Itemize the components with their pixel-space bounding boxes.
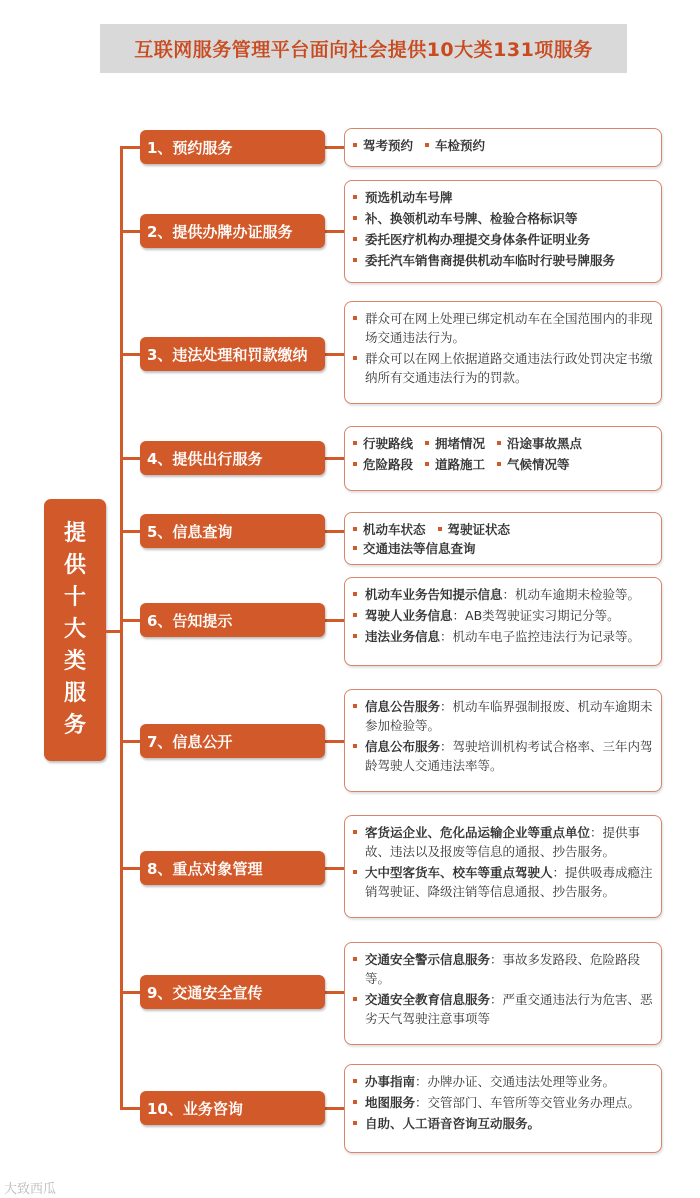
detail-item	[353, 1093, 653, 1112]
bullet-icon	[353, 143, 357, 147]
bullet-icon	[353, 237, 357, 241]
detail-item	[353, 606, 653, 625]
detail-item	[353, 188, 653, 207]
bullet-icon	[353, 613, 357, 617]
detail-text: 群众可在网上处理已绑定机动车在全国范围内的非现场交通违法行为。	[365, 311, 653, 345]
detail-text: 拥堵情况	[435, 436, 486, 451]
detail-row	[353, 520, 653, 558]
detail-row	[353, 136, 653, 155]
detail-text: ：事故多发路段、危险路段等。	[365, 952, 641, 986]
bullet-icon	[353, 704, 357, 708]
detail-item	[353, 455, 413, 474]
branch-connector	[120, 230, 142, 233]
branch-connector	[120, 740, 142, 743]
detail-item	[353, 990, 653, 1028]
detail-connector	[325, 530, 345, 533]
detail-text: 预选机动车号牌	[365, 190, 453, 205]
detail-head: 办事指南	[365, 1074, 416, 1089]
detail-text: ：机动车逾期未检验等。	[502, 587, 641, 602]
detail-text: ：提供吸毒成瘾注销驾驶证、降级注销等信息通报、抄告服务。	[365, 865, 653, 899]
bullet-icon	[497, 462, 501, 466]
detail-text: ：严重交通违法行为危害、恶劣天气驾驶注意事项等	[365, 992, 653, 1026]
detail-item	[353, 585, 653, 604]
branch-connector	[120, 867, 142, 870]
detail-head: 信息公布服务	[365, 739, 441, 754]
branch-connector	[120, 530, 142, 533]
detail-item	[353, 349, 653, 387]
detail-connector	[325, 353, 345, 356]
detail-item	[353, 737, 653, 775]
bullet-icon	[353, 546, 357, 550]
detail-item	[353, 697, 653, 735]
detail-text: 委托医疗机构办理提交身体条件证明业务	[365, 232, 591, 247]
root-char: 供	[63, 553, 86, 578]
detail-head: 机动车业务告知提示信息	[365, 587, 503, 602]
root-char: 服	[63, 681, 86, 706]
detail-box	[344, 942, 662, 1045]
bullet-icon	[353, 744, 357, 748]
category-box: 2、提供办牌办证服务	[140, 214, 325, 248]
detail-text: ：机动车电子监控违法行为记录等。	[440, 629, 641, 644]
bullet-icon	[425, 441, 429, 445]
detail-item	[353, 520, 426, 539]
detail-item	[353, 539, 476, 558]
detail-item	[353, 251, 653, 270]
category-box: 3、违法处理和罚款缴纳	[140, 337, 325, 371]
category-box: 10、业务咨询	[140, 1091, 325, 1125]
trunk-line	[120, 147, 123, 1108]
detail-text: ：交管部门、车管所等交管业务办理点。	[415, 1095, 641, 1110]
detail-item	[353, 230, 653, 249]
detail-connector	[325, 1107, 345, 1110]
detail-connector	[325, 230, 345, 233]
detail-text: ：办牌办证、交通违法处理等业务。	[415, 1074, 616, 1089]
detail-item	[497, 434, 582, 453]
detail-box	[344, 512, 662, 565]
bullet-icon	[353, 1100, 357, 1104]
root-char: 大	[63, 617, 86, 642]
detail-box	[344, 128, 662, 167]
bullet-icon	[438, 527, 442, 531]
detail-head: 大中型客货车、校车等重点驾驶人	[365, 865, 553, 880]
branch-connector	[120, 991, 142, 994]
detail-head: 交通安全警示信息服务	[365, 952, 491, 967]
detail-text: 沿途事故黑点	[507, 436, 583, 451]
detail-item	[353, 434, 413, 453]
detail-text: ：驾驶培训机构考试合格率、三年内驾龄驾驶人交通违法率等。	[365, 739, 653, 773]
detail-item	[425, 136, 485, 155]
page-title: 互联网服务管理平台面向社会提供10大类131项服务	[100, 24, 627, 73]
detail-row	[353, 434, 653, 453]
detail-connector	[325, 619, 345, 622]
detail-item	[353, 863, 653, 901]
detail-item	[438, 520, 511, 539]
detail-head: 驾驶人业务信息	[365, 608, 453, 623]
bullet-icon	[353, 356, 357, 360]
detail-text: ：提供事故、违法以及报废等信息的通报、抄告服务。	[365, 825, 641, 859]
category-box: 9、交通安全宣传	[140, 975, 325, 1009]
detail-text: 委托汽车销售商提供机动车临时行驶号牌服务	[365, 253, 616, 268]
bullet-icon	[425, 143, 429, 147]
detail-row	[353, 455, 653, 474]
root-connector	[106, 630, 120, 633]
category-box: 8、重点对象管理	[140, 851, 325, 885]
detail-item	[353, 309, 653, 347]
detail-box	[344, 426, 662, 491]
bullet-icon	[353, 462, 357, 466]
detail-head: 自助、人工语音咨询互动服务。	[365, 1116, 541, 1131]
root-char: 提	[63, 521, 86, 546]
bullet-icon	[353, 870, 357, 874]
detail-text: 气候情况等	[507, 457, 570, 472]
bullet-icon	[353, 830, 357, 834]
bullet-icon	[353, 258, 357, 262]
detail-head: 交通安全教育信息服务	[365, 992, 491, 1007]
detail-text: 群众可以在网上依据道路交通违法行政处罚决定书缴纳所有交通违法行为的罚款。	[365, 351, 653, 385]
detail-box	[344, 815, 662, 918]
detail-box	[344, 689, 662, 792]
bullet-icon	[353, 316, 357, 320]
watermark: 大致西瓜	[4, 1182, 57, 1197]
detail-box	[344, 577, 662, 666]
detail-connector	[325, 146, 345, 149]
detail-text: ：AB类驾驶证实习期记分等。	[452, 608, 620, 623]
detail-connector	[325, 991, 345, 994]
detail-connector	[325, 740, 345, 743]
category-box: 6、告知提示	[140, 603, 325, 637]
detail-item	[353, 1072, 653, 1091]
bullet-icon	[353, 216, 357, 220]
detail-text: 机动车状态	[363, 522, 426, 537]
bullet-icon	[353, 592, 357, 596]
bullet-icon	[353, 997, 357, 1001]
detail-box	[344, 180, 662, 283]
root-char: 十	[63, 585, 86, 610]
branch-connector	[120, 619, 142, 622]
detail-head: 信息公告服务	[365, 699, 441, 714]
detail-text: 行驶路线	[363, 436, 414, 451]
detail-item	[353, 209, 653, 228]
bullet-icon	[425, 462, 429, 466]
root-char: 务	[63, 713, 86, 738]
detail-text: 驾驶证状态	[447, 522, 511, 537]
detail-text: 道路施工	[435, 457, 486, 472]
detail-item	[425, 434, 485, 453]
detail-item	[425, 455, 485, 474]
category-box: 5、信息查询	[140, 514, 325, 548]
detail-box	[344, 301, 662, 404]
root-node	[44, 499, 106, 761]
detail-item	[353, 1114, 653, 1133]
branch-connector	[120, 1107, 142, 1110]
detail-text: ：机动车临界强制报废、机动车逾期未参加检验等。	[365, 699, 653, 733]
bullet-icon	[353, 634, 357, 638]
category-box: 1、预约服务	[140, 130, 325, 164]
detail-item	[497, 455, 570, 474]
detail-item	[353, 136, 413, 155]
detail-item	[353, 950, 653, 988]
bullet-icon	[353, 527, 357, 531]
branch-connector	[120, 353, 142, 356]
detail-connector	[325, 867, 345, 870]
bullet-icon	[353, 957, 357, 961]
branch-connector	[120, 146, 142, 149]
detail-connector	[325, 457, 345, 460]
bullet-icon	[353, 1079, 357, 1083]
bullet-icon	[497, 441, 501, 445]
category-box: 4、提供出行服务	[140, 441, 325, 475]
detail-head: 客货运企业、危化品运输企业等重点单位	[365, 825, 591, 840]
detail-text: 补、换领机动车号牌、检验合格标识等	[365, 211, 578, 226]
detail-text: 危险路段	[363, 457, 414, 472]
detail-head: 违法业务信息	[365, 629, 441, 644]
branch-connector	[120, 457, 142, 460]
detail-text: 交通违法等信息查询	[363, 541, 476, 556]
detail-item	[353, 627, 653, 646]
bullet-icon	[353, 1121, 357, 1125]
detail-box	[344, 1064, 662, 1153]
detail-head: 地图服务	[365, 1095, 416, 1110]
category-box: 7、信息公开	[140, 724, 325, 758]
root-char: 类	[63, 649, 86, 674]
bullet-icon	[353, 441, 357, 445]
detail-text: 车检预约	[435, 138, 486, 153]
detail-text: 驾考预约	[363, 138, 414, 153]
detail-item	[353, 823, 653, 861]
bullet-icon	[353, 195, 357, 199]
